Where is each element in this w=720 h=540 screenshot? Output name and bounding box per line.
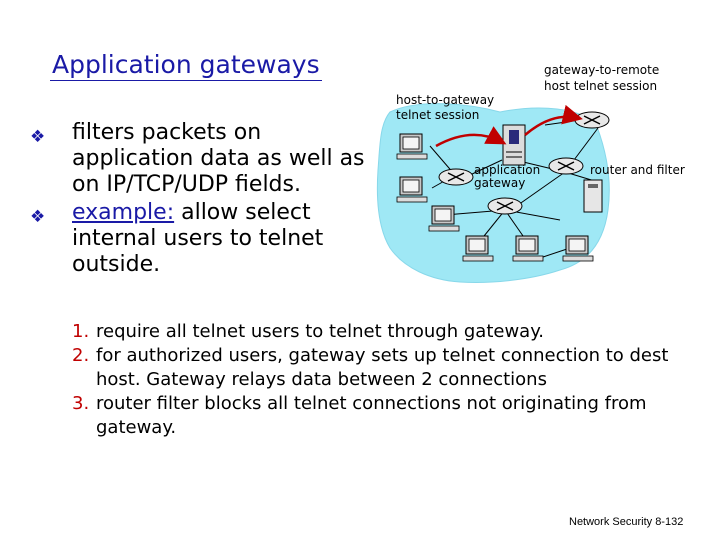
step-number: 3. xyxy=(72,393,90,414)
router-filter-label: router and filter xyxy=(590,163,685,177)
application-gateway-server xyxy=(503,125,525,165)
remote-router-icon xyxy=(575,112,609,128)
gateway-to-remote-label: host telnet session xyxy=(544,79,658,93)
example-label: example: xyxy=(72,200,175,225)
step-text: for authorized users, gateway sets up telnet connection to dest host. Gateway relays data between 2 connections xyxy=(96,345,669,390)
server-box xyxy=(584,180,602,212)
step-text: router filter blocks all telnet connections not originating from gateway. xyxy=(96,393,647,438)
bullet-text: filters packets on application data as well as on IP/TCP/UDP fields. xyxy=(72,120,365,197)
internal-router-icon xyxy=(488,198,522,214)
host-to-gateway-label: host-to-gateway xyxy=(396,93,495,107)
diamond-bullet-icon: ❖ xyxy=(30,207,46,227)
internal-host-pc xyxy=(463,236,493,261)
steps-list xyxy=(72,320,672,440)
slide-title: Application gateways xyxy=(52,50,320,79)
step-number: 2. xyxy=(72,345,90,366)
gateway-to-remote-label: gateway-to-remote xyxy=(544,63,660,77)
step-item xyxy=(72,320,672,344)
router-filter-icon xyxy=(549,158,583,174)
application-gateway-label: gateway xyxy=(474,176,526,190)
internal-host-pc xyxy=(397,177,427,202)
step-text: require all telnet users to telnet through gateway. xyxy=(96,321,545,342)
application-gateway-label: application xyxy=(474,163,541,177)
step-item xyxy=(72,392,672,440)
internal-host-pc xyxy=(513,236,543,261)
step-item xyxy=(72,344,672,392)
internal-host-pc xyxy=(429,206,459,231)
internal-router-icon xyxy=(439,169,473,185)
internal-host-pc xyxy=(563,236,593,261)
diamond-bullet-icon: ❖ xyxy=(30,127,46,147)
slide-footer: Network Security 8-132 xyxy=(569,516,684,528)
step-number: 1. xyxy=(72,321,90,342)
host-to-gateway-label: telnet session xyxy=(396,108,480,122)
internal-host-pc xyxy=(397,134,427,159)
bullet-text: allow select internal users to telnet outside. xyxy=(72,200,324,277)
